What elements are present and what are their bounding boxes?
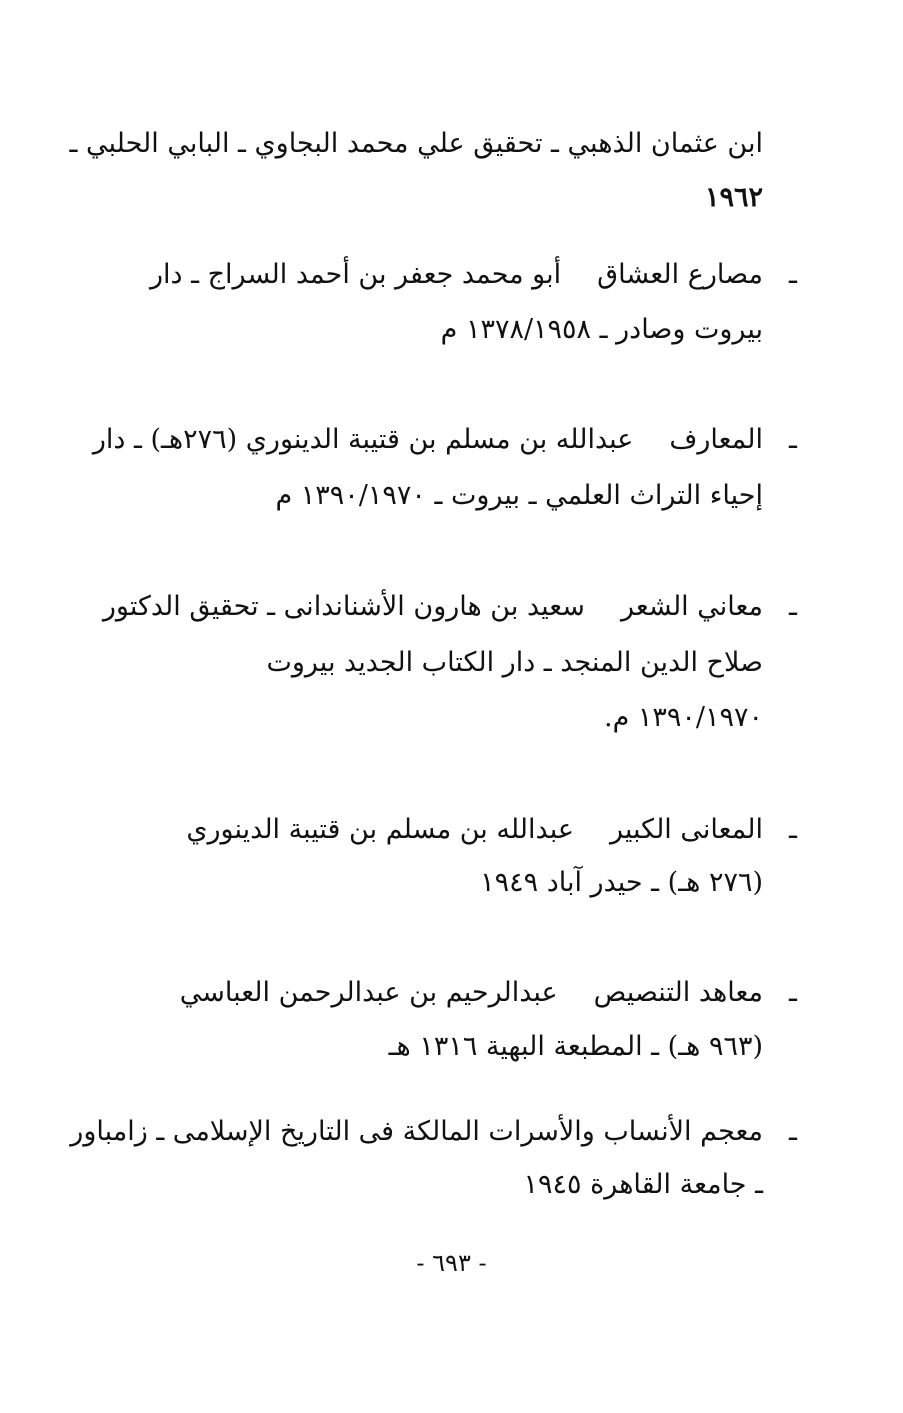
- entry-line-3: ١٣٩٠/١٩٧٠ م.: [603, 702, 763, 733]
- entry-line: [70, 1112, 763, 1152]
- entry-bullet: ـ: [789, 977, 797, 1008]
- continuation-line-1: ابن عثمان الذهبي ـ تحقيق علي محمد البجاوي ـ البابي الحلبي ـ: [69, 128, 763, 159]
- entry-line-2: ـ جامعة القاهرة ١٩٤٥: [523, 1169, 763, 1200]
- entry-author: أبو محمد جعفر بن أحمد السراج ـ دار: [149, 259, 562, 290]
- entry-line: [92, 420, 763, 460]
- entry-title: معاهد التنصيص: [593, 977, 763, 1008]
- entry-line-2: (٢٧٦ هـ) ـ حيدر آباد ١٩٤٩: [480, 867, 763, 898]
- entry-title: المعارف: [669, 424, 763, 455]
- entry-bullet: ـ: [789, 1116, 797, 1147]
- entry-author: سعيد بن هارون الأشناندانى ـ تحقيق الدكتور: [102, 591, 585, 622]
- entry-title: المعانى الكبير: [609, 814, 763, 845]
- entry-bullet: ـ: [789, 814, 797, 845]
- entry-bullet: ـ: [789, 259, 797, 290]
- entry-line: [103, 810, 763, 850]
- entry-line: [103, 973, 763, 1013]
- entry-line: [103, 587, 763, 627]
- entry-title: معجم الأنساب والأسرات المالكة فى التاريخ الإسلامى ـ زامباور: [70, 1116, 763, 1147]
- entry-line-2: صلاح الدين المنجد ـ دار الكتاب الجديد بيروت: [266, 647, 763, 678]
- entry-title: مصارع العشاق: [597, 259, 763, 290]
- entry-line-2: إحياء التراث العلمي ـ بيروت ـ ١٣٩٠/١٩٧٠ م: [275, 480, 763, 511]
- entry-line-2: (٩٦٣ هـ) ـ المطبعة البهية ١٣١٦ هـ: [388, 1031, 763, 1062]
- entry-author: عبدالله بن مسلم بن قتيبة الدينوري: [186, 814, 574, 845]
- continuation-line-2: ١٩٦٢: [704, 182, 763, 213]
- entry-title: معاني الشعر: [620, 591, 763, 622]
- entry-bullet: ـ: [789, 591, 797, 622]
- page-number: - ٦٩٣ -: [416, 1249, 487, 1277]
- entry-line: [103, 255, 763, 295]
- entry-bullet: ـ: [789, 424, 797, 455]
- entry-line-2: بيروت وصادر ـ ١٣٧٨/١٩٥٨ م: [440, 314, 763, 345]
- entry-author: عبدالرحيم بن عبدالرحمن العباسي: [179, 977, 558, 1008]
- entry-author: عبدالله بن مسلم بن قتيبة الدينوري (٢٧٦هـ) ـ دار: [92, 424, 634, 455]
